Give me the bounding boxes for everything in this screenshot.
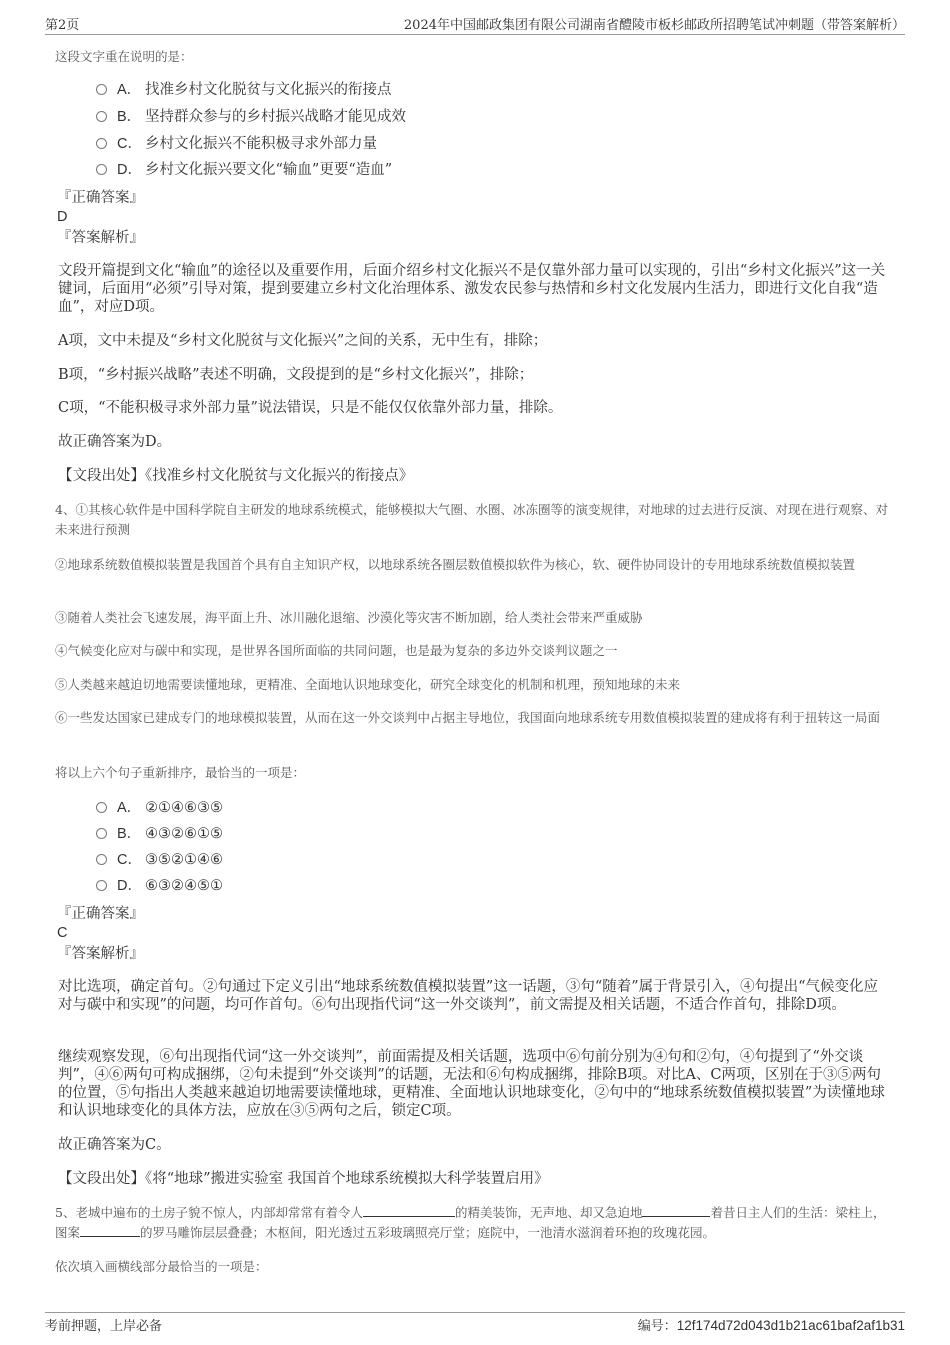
q3-answer-label: 『正确答案』 (57, 190, 144, 206)
q3-source: 【文段出处】《找准乡村文化脱贫与文化振兴的衔接点》 (58, 468, 414, 484)
q4-option-b[interactable]: B． ④③②⑥①⑤ (96, 824, 223, 844)
q4-sentence: ⑥一些发达国家已建成专门的地球模拟装置，从而在这一外交谈判中占据主导地位，我国面向地球系统专用数值模拟装置的建成将有利于扭转这一局面 (55, 710, 881, 725)
radio-icon[interactable] (96, 880, 107, 891)
q3-option-a[interactable]: A． 找准乡村文化脱贫与文化振兴的衔接点 (96, 80, 392, 100)
q4-stem: 将以上六个句子重新排序，最恰当的一项是： (55, 765, 306, 780)
document-title: 2024年中国邮政集团有限公司湖南省醴陵市板杉邮政所招聘笔试冲刺题（带答案解析） (403, 18, 905, 33)
q5-stem-passage: 5、老城中遍布的土房子貌不惊人，内部却常常有着令人 的精美装饰，无声地、却又急迫地 着昔日主人们的生活：梁柱上，图案 的罗马雕饰层层叠叠；木枢间，阳光透过五彩玻璃照亮厅堂；庭院中，一池清水滋润着环抱的玫瑰花园。 (55, 1205, 886, 1240)
q3-analysis-label: 『答案解析』 (57, 230, 144, 246)
footer-code: 编号：12f174d72d043d1b21ac61baf2af1b31 (637, 1318, 905, 1334)
q3-analysis-paragraph: C项，“不能积极寻求外部力量”说法错误，只是不能仅仅依靠外部力量，排除。 (58, 400, 563, 416)
q4-sentence: ④气候变化应对与碳中和实现，是世界各国所面临的共同问题，也是最为复杂的多边外交谈判议题之一 (55, 643, 618, 658)
q3-analysis-paragraph: B项，“乡村振兴战略”表述不明确，文段提到的是“乡村文化振兴”，排除； (58, 367, 534, 383)
q4-analysis-paragraph: 对比选项，确定首句。②句通过下定义引出“地球系统数值模拟装置”这一话题，③句“随着”属于背景引入，④句提出“气候变化应对与碳中和实现”的问题，均可作首句。⑥句出现指代词“这一外交谈判”，前文需提及相关话题，不适合作首句，排除D项。 (58, 979, 879, 1013)
q4-sentence: 4、①其核心软件是中国科学院自主研发的地球系统模式，能够模拟大气圈、水圈、冰冻圈等的演变规律，对地球的过去进行反演、对现在进行观察、对未来进行预测 (55, 502, 888, 537)
radio-icon[interactable] (96, 802, 107, 813)
q3-stem: 这段文字重在说明的是： (55, 49, 193, 64)
q3-analysis-paragraph: A项，文中未提及“乡村文化脱贫与文化振兴”之间的关系，无中生有，排除； (58, 333, 548, 349)
q4-analysis-paragraph: 继续观察发现，⑥句出现指代词“这一外交谈判”，前面需提及相关话题，选项中⑥句前分别为④句和②句，④句提到了“外交谈判”，④⑥两句可构成捆绑，②句未提到“外交谈判”的话题，无法和⑥句构成捆绑，排除B项。对比A、C两项，区别在于③⑤两句的位置，⑤句指出人类越来越迫切地需要读懂地球，更精准、全面地认识地球变化，②句中的“地球系统数值模拟装置”为读懂地球和认识地球变化的具体方法，应放在③⑤两句之后，锁定C项。 (58, 1049, 885, 1119)
q4-source: 【文段出处】《将“地球”搬进实验室 我国首个地球系统模拟大科学装置启用》 (58, 1171, 549, 1187)
radio-icon[interactable] (96, 828, 107, 839)
q3-option-b[interactable]: B． 坚持群众参与的乡村振兴战略才能见成效 (96, 107, 406, 127)
page-footer (45, 1312, 905, 1335)
q4-option-d[interactable]: D． ⑥③②④⑤① (96, 876, 223, 896)
q3-analysis-paragraph: 文段开篇提到文化“输血”的途径以及重要作用，后面介绍乡村文化振兴不是仅靠外部力量可以实现的，引出“乡村文化振兴”这一关键词，后面用“必须”引导对策，提到要建立乡村文化治理体系、激发农民参与热情和乡村文化发展内生活力，即进行文化自我“造血”，对应D项。 (58, 263, 886, 315)
q4-analysis-label: 『答案解析』 (57, 946, 144, 962)
page-number: 第2页 (45, 18, 80, 33)
q3-analysis-paragraph: 故正确答案为D。 (58, 434, 172, 450)
q4-sentence: ⑤人类越来越迫切地需要读懂地球，更精准、全面地认识地球变化，研究全球变化的机制和机理，预知地球的未来 (55, 677, 681, 692)
radio-icon[interactable] (96, 138, 107, 149)
radio-icon[interactable] (96, 854, 107, 865)
fill-blank[interactable] (363, 1204, 455, 1217)
footer-slogan: 考前押题，上岸必备 (45, 1319, 163, 1334)
fill-blank[interactable] (642, 1204, 710, 1217)
q4-answer: C (57, 925, 68, 941)
q4-sentence: ③随着人类社会飞速发展，海平面上升、冰川融化退缩、沙漠化等灾害不断加剧，给人类社会带来严重威胁 (55, 610, 643, 625)
radio-icon[interactable] (96, 84, 107, 95)
q4-answer-label: 『正确答案』 (57, 906, 144, 922)
q3-answer: D (57, 209, 68, 225)
q4-analysis-paragraph: 故正确答案为C。 (58, 1137, 171, 1153)
radio-icon[interactable] (96, 111, 107, 122)
q4-sentence: ②地球系统数值模拟装置是我国首个具有自主知识产权，以地球系统各圈层数值模拟软件为核心，软、硬件协同设计的专用地球系统数值模拟装置 (55, 557, 856, 572)
q3-option-c[interactable]: C． 乡村文化振兴不能积极寻求外部力量 (96, 134, 377, 154)
q4-option-a[interactable]: A． ②①④⑥③⑤ (96, 798, 223, 818)
q5-stem: 依次填入画横线部分最恰当的一项是： (55, 1259, 268, 1274)
q4-option-c[interactable]: C． ③⑤②①④⑥ (96, 850, 223, 870)
page-header (45, 12, 905, 35)
q3-option-d[interactable]: D． 乡村文化振兴要文化“输血”更要“造血” (96, 160, 392, 180)
radio-icon[interactable] (96, 164, 107, 175)
fill-blank[interactable] (80, 1224, 140, 1237)
